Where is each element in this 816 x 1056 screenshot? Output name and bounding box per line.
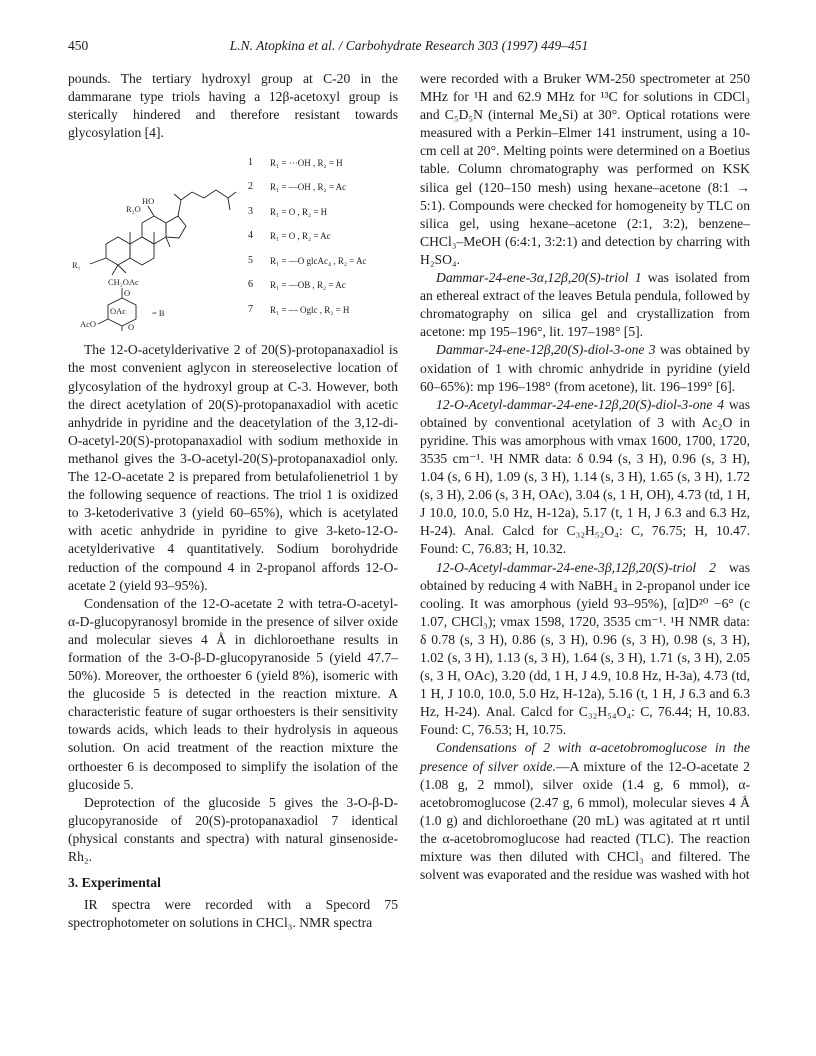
condensation-body: —A mixture of the 12-O-acetate 2 (1.08 g, 2 mmol), silver oxide (1.4 g, 6 mmol), α-acetobromoglucose (2.47 g, 6 mmol), molecular sieves 4 Å (1.0 g) and dichloroethane (20 mL) was agitated at rt until the α-acetobromoglucose had reacted (TLC). The reaction mixture was then diluted with CHCl₃ and filtered. The solvent was evaporated and the residue was washed with hot <box>420 758 750 883</box>
paragraph-aglycon: The 12-O-acetylderivative 2 of 20(S)-protopanaxadiol is the most convenient aglycon in stereoselective location of glycosylation of the hydroxyl group at C-3. However, both the direct acetylation of 20(S)-protopanaxadiol with acetic anhydride in pyridine and the deacetylation of the 3,12-di-O-acetyl-20(S)-protopanaxadiol with sodium methoxide in methanol gives the 3-O-acetyl-20(S)-protopanaxadiol only. The 12-O-acetate 2 is prepared from betulafolienetriol 1 by the following sequence of reactions. The triol 1 is oxidized to 3-ketoderivative 3 (yield 60–65%), which is acetylated with acetic anhydride in pyridine to give 3-keto-12-O-acetylderivative 4 quantitatively. Sodium borohydride reduction of the compound 4 in 2-propanol affords 12-O-acetate 2 (yield 93–95%). <box>68 342 398 593</box>
compound-substituents: R₁ = O , R₂ = Ac <box>270 231 331 242</box>
section-heading-experimental: 3. Experimental <box>68 875 161 891</box>
paragraph-condensation-procedure <box>420 739 750 884</box>
compound-1-title: Dammar-24-ene-3α,12β,20(S)-triol 1 <box>436 270 642 286</box>
compound-substituents: R₁ = —O glcAc₄ , R₂ = Ac <box>270 255 367 266</box>
compound-4-body: was obtained by conventional acetylation of 3 with Ac₂O in pyridine. This was amorphous with νmax 1600, 1700, 1720, 3535 cm⁻¹. ¹H NMR data: δ 0.94 (s, 3 H), 0.96 (s, 3 H), 1.04 (s, 6 H), 1.09 (s, 3 H), 1.14 (s, 3 H), 1.65 (s, 3 H), 1.72 (s, 3 H), 2.06 (s, 3 H, OAc), 3.04 (s, 1 H, OH), 4.73 (td, 1 H, J 10.0, 10.0, 5.0 Hz, H-12a), 5.17 (t, 1 H, J 6.3 and 6.3 Hz, H-24). Anal. Calcd for C₃₂H₅₂O₄: C, 76.75; H, 10.47. Found: C, 76.83; H, 10.32. <box>420 396 750 557</box>
label-ring-oxygen: O <box>124 288 131 299</box>
running-title: L.N. Atopkina et al. / Carbohydrate Research 303 (1997) 449–451 <box>229 38 589 53</box>
label-oac-inner: OAc <box>110 306 127 317</box>
compound-number: 7 <box>248 303 253 315</box>
compound-row <box>248 297 398 322</box>
paragraph-instruments: were recorded with a Bruker WM-250 spectrometer at 250 MHz for ¹H and 62.9 MHz for ¹³C for solutions in CDCl₃ and C₅D₅N (internal Me₄Si) at 30°. Optical rotations were measured with a Perkin–Elmer 141 instrument, using a 10-cm cell at 20°. Melting points were determined on a Boetius table. Column chromatography was performed on KSK silica gel (120–150 mesh) using hexane–acetone (8:1 → 5:1). Compounds were checked for homogeneity by TLC on silica gel, using hexane–acetone (2:1, 3:2), benzene–CHCl₃–MeOH (6:4:1, 3:2:1) and detection by charring with H₂SO₄. <box>420 71 750 267</box>
compound-number: 5 <box>248 254 253 266</box>
compound-substituent-list <box>248 150 398 322</box>
paragraph-ir-spectra: IR spectra were recorded with a Specord 75 spectrophotometer on solutions in CHCl₃. NMR spectra <box>68 897 398 931</box>
compound-4-title: 12-O-Acetyl-dammar-24-ene-12β,20(S)-diol-3-one 4 <box>436 396 725 412</box>
paragraph-condensation: Condensation of the 12-O-acetate 2 with tetra-O-acetyl-α-D-glucopyranosyl bromide in the presence of silver oxide and molecular sieves 4 Å in dichloroethane results in formation of the 3-O-β-D-glucopyranoside 5 (yield 47.7–50%). Moreover, the orthoester 6 (yield 8%), isomeric with the glucoside 5 is detected in the reaction mixture. A characteristic feature of sugar orthoesters is their sensitivity towards acids, which leads to their hydrolysis in aqueous solution. On acid treatment of the reaction mixture the orthoester 6 is decomposed to simplify the isolation of the glucoside 5. <box>68 595 398 792</box>
compound-substituents: R₁ = —OB , R₂ = Ac <box>270 280 346 291</box>
label-r1: R₁ <box>72 260 81 271</box>
paragraph-intro: pounds. The tertiary hydroxyl group at C-20 in the dammarane type triols having a 12β-acetoxyl group is sterically hindered and therefore resistant towards glycosylation [4]. <box>68 71 398 141</box>
compound-number: 1 <box>248 156 253 168</box>
compound-row <box>248 248 398 273</box>
label-aco: AcO <box>80 319 97 330</box>
paragraph-compound-3 <box>420 341 750 395</box>
structure-scheme <box>68 148 398 333</box>
compound-row <box>248 175 398 200</box>
compound-3-title: Dammar-24-ene-12β,20(S)-diol-3-one 3 <box>436 342 656 358</box>
compound-substituents: R₁ = O , R₂ = H <box>270 206 328 217</box>
compound-substituents: R₁ = — Oglc , R₂ = H <box>270 304 350 315</box>
compound-row <box>248 199 398 224</box>
compound-3-body: was obtained by oxidation of 1 with chromic anhydride in pyridine (yield 60–65%): mp 196–198° (from acetone), lit. 196–199° [6]. <box>420 342 750 394</box>
compound-row <box>248 224 398 249</box>
compound-substituents: R₁ = —OH , R₂ = Ac <box>270 182 347 193</box>
compound-row <box>248 273 398 298</box>
compound-number: 2 <box>248 181 253 193</box>
right-column <box>420 70 750 884</box>
compound-2-title: 12-O-Acetyl-dammar-24-ene-3β,12β,20(S)-triol 2 <box>436 559 716 575</box>
compound-2-body: was obtained by reducing 4 with NaBH₄ in 2-propanol under ice cooling. It was amorphous (yield 93–95%), [α]D²⁰ −6° (c 1.07, CHCl₃); νmax 1598, 1720, 3535 cm⁻¹. ¹H NMR data: δ 0.78 (s, 3 H), 0.86 (s, 3 H), 0.96 (s, 3 H), 0.98 (s, 3 H), 1.02 (s, 3 H), 1.13 (s, 3 H), 1.64 (s, 3 H), 1.71 (s, 3 H), 2.05 (s, 3 H, OAc), 3.20 (dd, 1 H, J 4.9, 10.8 Hz, H-3a), 4.73 (td, 1 H, J 10.0, 10.0, 5.0 Hz, H-12a), 5.16 (t, 1 H, J 6.3 and 6.3 Hz, H-24). Anal. Calcd for C₃₂H₅₄O₄: C, 76.44; H, 10.83. Found: C, 76.53; H, 10.75. <box>420 559 751 738</box>
paragraph-compound-4 <box>420 396 750 559</box>
page-number: 450 <box>68 38 89 53</box>
left-column <box>68 70 398 932</box>
paragraph-deprotection: Deprotection of the glucoside 5 gives the 3-O-β-D-glucopyranoside of 20(S)-protopanaxadiol 7 identical (physical constants and spectra) with natural ginsenoside-Rh₂. <box>68 794 398 864</box>
paragraph-compound-1 <box>420 269 750 341</box>
page-header <box>68 38 750 56</box>
compound-1-body: was isolated from an ethereal extract of the leaves Betula pendula, followed by chromatography on silica gel and crystallization from acetone: mp 195–196°, lit. 197–198° [5]. <box>420 270 750 340</box>
dammarane-structure-drawing <box>68 148 248 333</box>
label-ch2oac: CH₂OAc <box>108 277 139 288</box>
compound-number: 4 <box>248 230 253 242</box>
compound-substituents: R₁ = ···OH , R₂ = H <box>270 157 343 168</box>
compound-row <box>248 150 398 175</box>
paragraph-compound-2 <box>420 559 750 740</box>
compound-number: 6 <box>248 279 253 291</box>
label-ho: HO <box>142 196 155 207</box>
compound-number: 3 <box>248 205 253 217</box>
condensation-title: Condensations of 2 with α-acetobromoglucose in the presence of silver oxide. <box>420 740 750 774</box>
label-r2o: R₂O <box>126 204 141 215</box>
label-equals-b: = B <box>152 308 165 319</box>
label-bottom-oxygen: O <box>128 322 135 333</box>
